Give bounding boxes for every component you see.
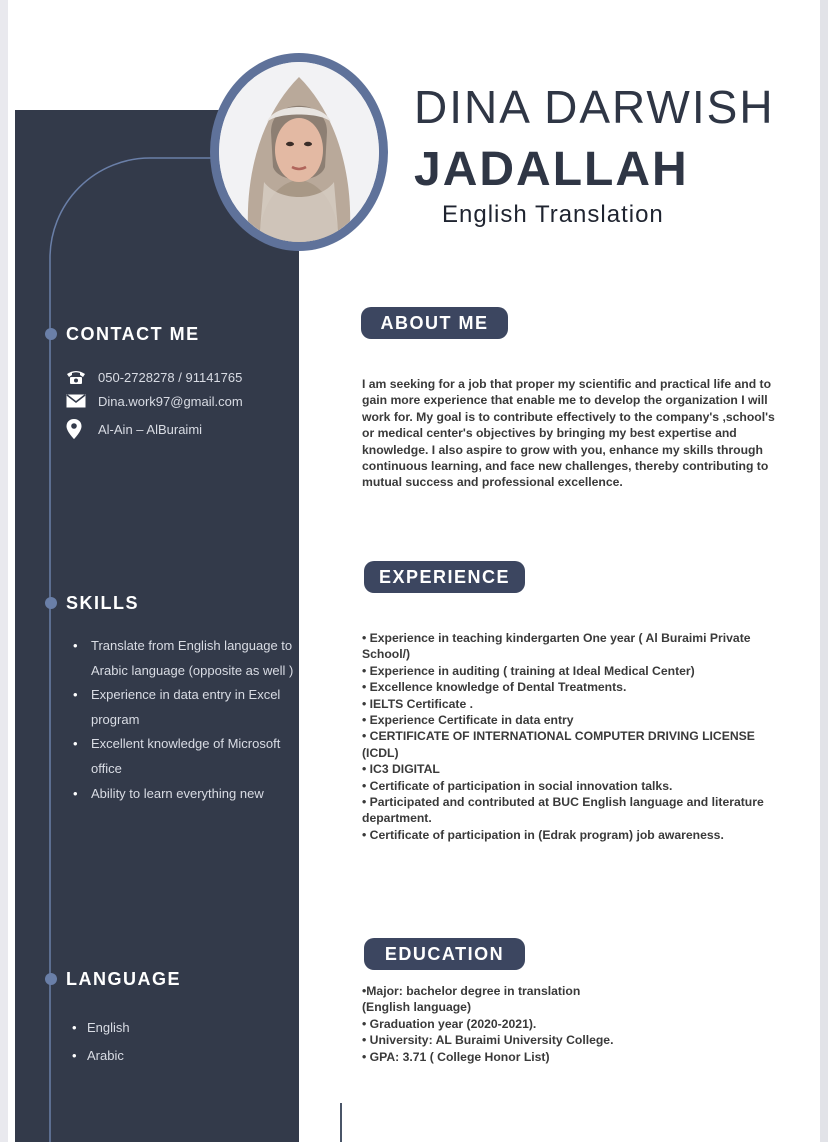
resume-page [8, 0, 820, 1142]
list-item: • University: AL Buraimi University College. [362, 1033, 614, 1048]
list-item: • English [66, 1014, 130, 1042]
last-name: JADALLAH [414, 143, 689, 196]
page-edge [820, 0, 828, 1142]
phone-text: 050-2728278 / 91141765 [98, 369, 243, 385]
list-item: • GPA: 3.71 ( College Honor List) [362, 1049, 550, 1064]
contact-phone [66, 368, 242, 386]
email-icon [66, 392, 88, 410]
list-item: • IC3 DIGITAL [362, 762, 440, 777]
list-item: • Participated and contributed at BUC English language and literature department. [362, 795, 764, 826]
divider-line [340, 1103, 342, 1142]
about-text: I am seeking for a job that proper my scientific and practical life and to gain more experience that enable me to develop the organization I will work for. My goal is to contribute effectively to the company's ,school's or medical center's objectives by bringing my best expertise and knowledge. I also aspire to grow with you, enhance my skills through continuous learning, and face new challenges, thereby contributing to mutual success and professional excellence. [362, 377, 775, 490]
contact-location [66, 420, 202, 438]
language-heading: LANGUAGE [66, 969, 181, 989]
list-item: • Graduation year (2020-2021). [362, 1016, 537, 1031]
list-item: • Excellence knowledge of Dental Treatments. [362, 680, 627, 695]
education-list [362, 983, 782, 1065]
timeline-dot-language [45, 973, 57, 985]
contact-email [66, 392, 243, 410]
first-name: DINA DARWISH [414, 81, 775, 133]
email-text[interactable]: Dina.work97@gmail.com [98, 393, 243, 409]
list-item: • Certificate of participation in social innovation talks. [362, 778, 673, 793]
list-item: • Certificate of participation in (Edrak program) job awareness. [362, 827, 724, 842]
list-item: • Experience in teaching kindergarten One year ( Al Buraimi Private School/) [362, 631, 751, 662]
job-title: English Translation [442, 201, 664, 228]
phone-icon [66, 368, 88, 386]
list-item: • Translate from English language to Arabic language (opposite as well ) [66, 634, 298, 683]
about-heading: ABOUT ME [361, 307, 508, 339]
list-item: • Experience Certificate in data entry [362, 713, 574, 728]
experience-heading: EXPERIENCE [364, 561, 525, 593]
language-list [66, 1014, 130, 1070]
timeline-dot-contact [45, 328, 57, 340]
list-item: • IELTS Certificate . [362, 696, 474, 711]
skills-heading: SKILLS [66, 593, 140, 613]
profile-photo [219, 62, 379, 242]
experience-list [362, 630, 782, 843]
contact-heading: CONTACT ME [66, 324, 200, 344]
list-item: • Experience in data entry in Excel program [66, 683, 298, 732]
list-item: • Ability to learn everything new [66, 782, 298, 807]
list-item: • Excellent knowledge of Microsoft office [66, 732, 298, 781]
list-item: • Experience in auditing ( training at Ideal Medical Center) [362, 663, 695, 678]
skills-list [66, 634, 298, 806]
portrait-illustration [219, 62, 379, 242]
education-heading: EDUCATION [364, 938, 525, 970]
list-item: •Major: bachelor degree in translation (English language) [362, 984, 581, 1015]
list-item: • Arabic [66, 1042, 130, 1070]
location-text: Al-Ain – AlBuraimi [98, 421, 203, 437]
list-item: • CERTIFICATE OF INTERNATIONAL COMPUTER DRIVING LICENSE (ICDL) [362, 729, 755, 760]
location-pin-icon [66, 420, 88, 438]
timeline-dot-skills [45, 597, 57, 609]
